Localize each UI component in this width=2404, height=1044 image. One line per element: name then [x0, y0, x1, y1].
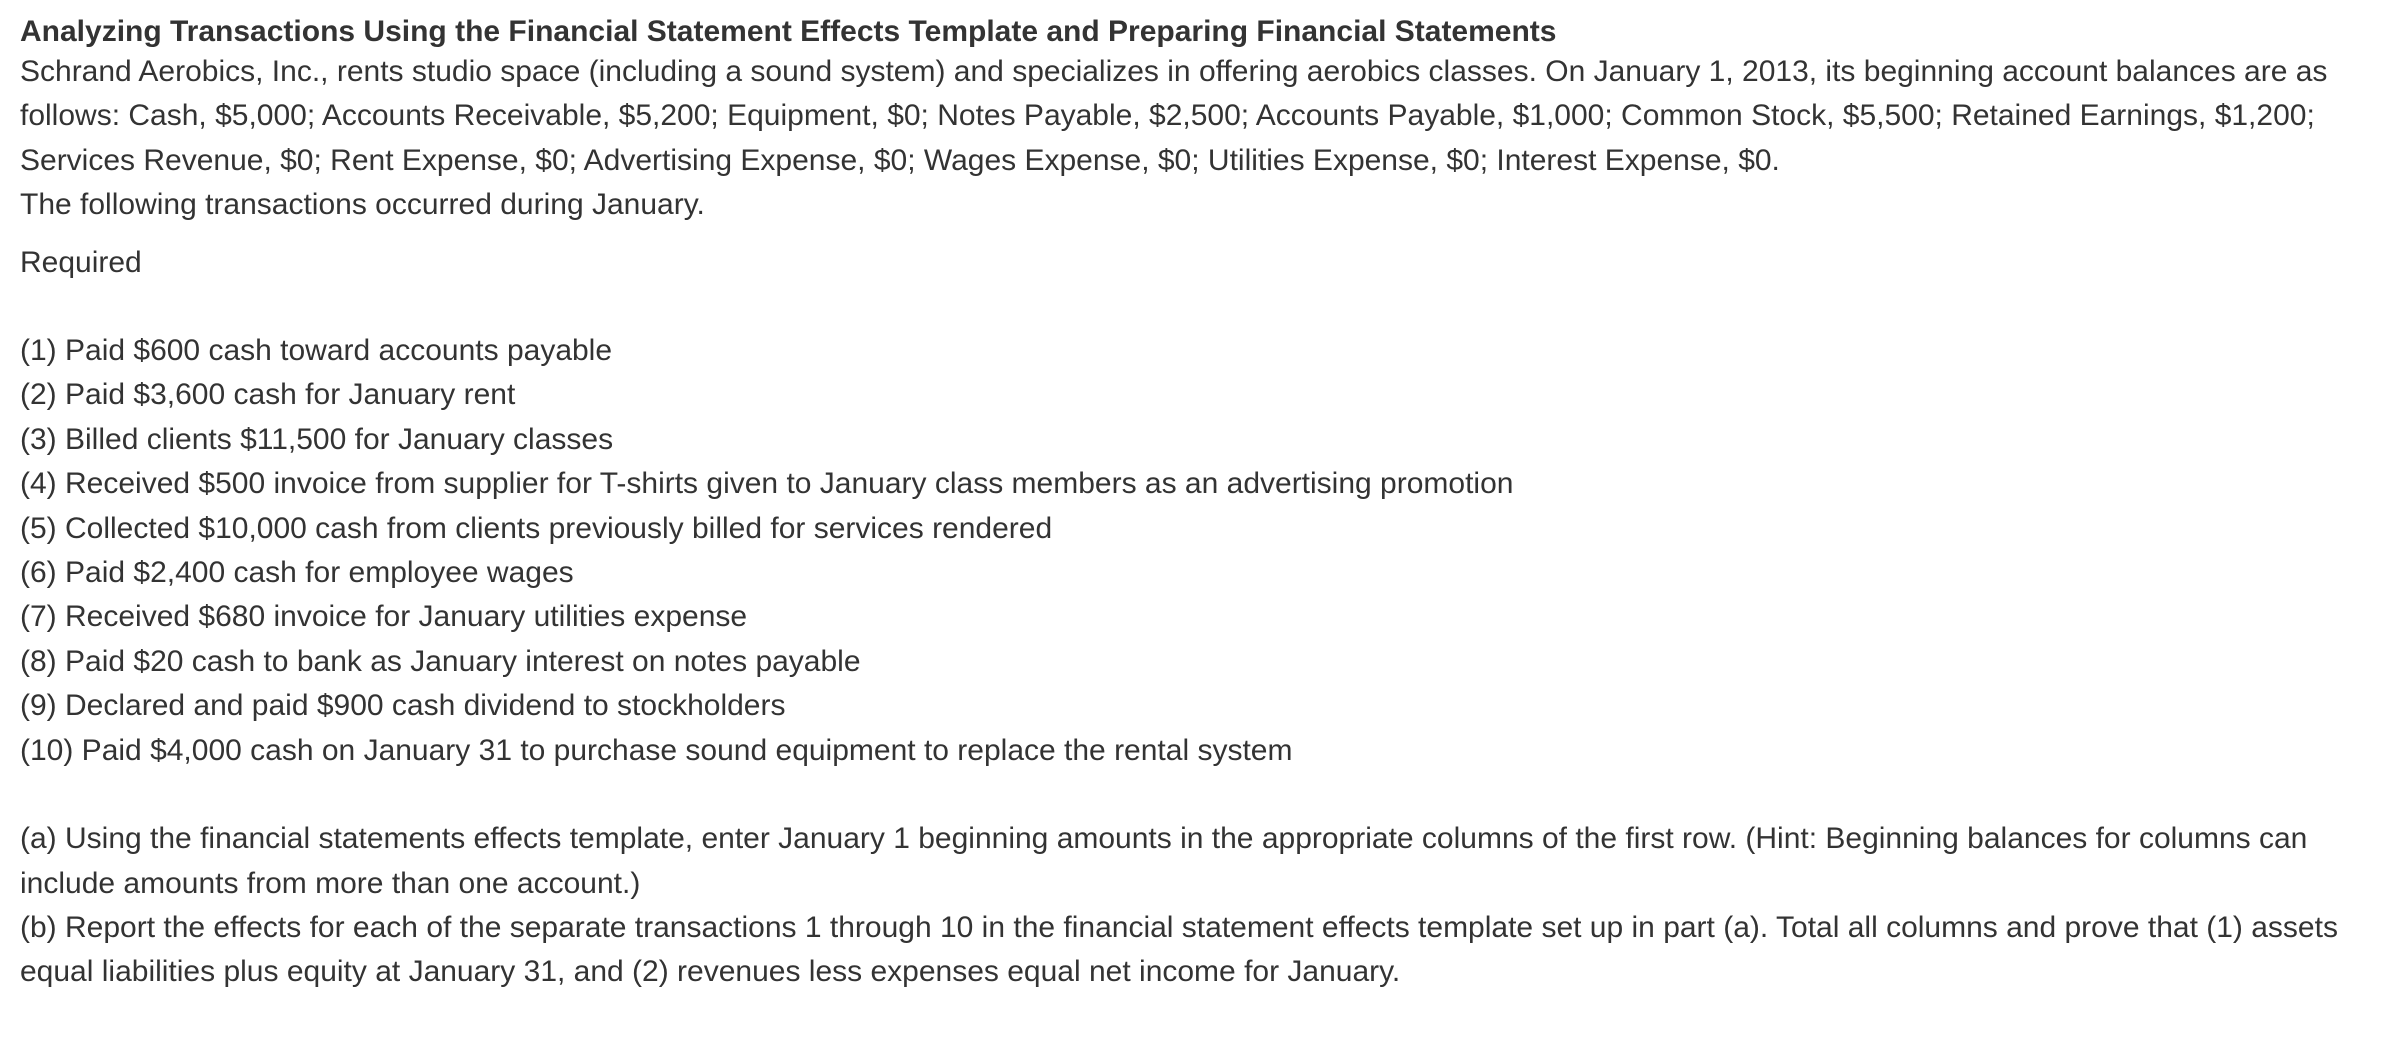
transaction-item: (3) Billed clients $11,500 for January classes [20, 422, 614, 456]
part-b-instruction: (b) Report the effects for each of the separate transactions 1 through 10 in the financial statement effects template set up in part (a). Total all columns and prove that (1) assets equal liabilities plus equity at January 31, and (2) revenues less expenses equal net income for January. [20, 910, 2338, 989]
transaction-item: (8) Paid $20 cash to bank as January interest on notes payable [20, 644, 861, 678]
required-parts [20, 817, 2404, 995]
transactions-lead: The following transactions occurred during January. [20, 188, 705, 222]
transaction-item: (10) Paid $4,000 cash on January 31 to purchase sound equipment to replace the rental system [20, 733, 1293, 767]
part-a-instruction: (a) Using the financial statements effects template, enter January 1 beginning amounts in the appropriate columns of the first row. (Hint: Beginning balances for columns can include amounts from more than one account.) [20, 822, 2308, 900]
transaction-item: (4) Received $500 invoice from supplier for T-shirts given to January class members as an advertising promotion [20, 467, 1514, 501]
required-label: Required [20, 245, 142, 279]
transaction-item: (1) Paid $600 cash toward accounts payable [20, 334, 613, 368]
transaction-item: (2) Paid $3,600 cash for January rent [20, 378, 516, 412]
transaction-list [20, 329, 2404, 773]
transaction-item: (5) Collected $10,000 cash from clients previously billed for services rendered [20, 511, 1053, 545]
transaction-item: (9) Declared and paid $900 cash dividend to stockholders [20, 689, 786, 723]
transaction-item: (6) Paid $2,400 cash for employee wages [20, 556, 574, 590]
problem-title: Analyzing Transactions Using the Financial Statement Effects Template and Preparing Financial Statements [20, 15, 1557, 48]
transaction-item: (7) Received $680 invoice for January utilities expense [20, 600, 748, 634]
problem-intro: Schrand Aerobics, Inc., rents studio space (including a sound system) and specializes in offering aerobics classes. On January 1, 2013, its beginning account balances are as follows: Cash, $5,000; Accounts Receivable, $5,200; Equipment, $0; Notes Payable, $2,500; Accounts Payable, $1,000; Common Stock, $5,500; Retained Earnings, $1,200; Services Revenue, $0; Rent Expense, $0; Advertising Expense, $0; Wages Expense, $0; Utilities Expense, $0; Interest Expense, $0. [20, 55, 2328, 177]
